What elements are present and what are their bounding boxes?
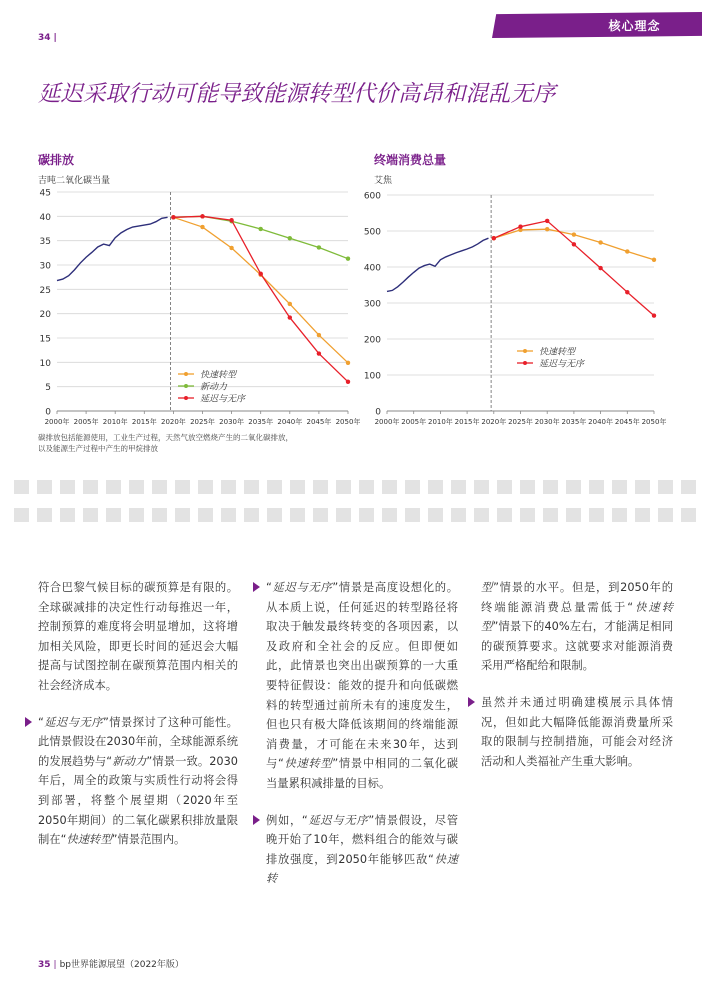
y-tick-label: 200 bbox=[363, 335, 381, 346]
scenario-name: 延迟与无序 bbox=[43, 715, 103, 729]
y-tick-label: 15 bbox=[39, 334, 51, 345]
decorative-square bbox=[520, 480, 535, 494]
y-tick-label: 400 bbox=[363, 263, 381, 274]
decorative-square bbox=[428, 480, 443, 494]
scenario-name: 新动力 bbox=[112, 754, 147, 768]
decorative-square bbox=[60, 508, 75, 522]
series-point-delayed bbox=[519, 225, 523, 229]
bullet-paragraph bbox=[266, 811, 458, 889]
scenario-name: 快速转型 bbox=[283, 757, 333, 771]
decorative-square bbox=[405, 508, 420, 522]
series-point-delayed bbox=[599, 266, 603, 270]
x-tick-label: 2010年 bbox=[427, 418, 453, 426]
y-tick-label: 40 bbox=[39, 212, 51, 223]
decorative-square bbox=[520, 508, 535, 522]
y-tick-label: 20 bbox=[39, 310, 51, 321]
decorative-square bbox=[451, 480, 466, 494]
series-point-delayed bbox=[171, 215, 175, 219]
decorative-square bbox=[290, 480, 305, 494]
x-tick-label: 2030年 bbox=[534, 418, 560, 426]
series-point-delayed bbox=[288, 316, 292, 320]
y-tick-label: 25 bbox=[39, 285, 51, 296]
decorative-square bbox=[382, 480, 397, 494]
decorative-square bbox=[658, 508, 673, 522]
text-run: ”情景的水平。但是，到2050年的终端能源消费总量需低于“ bbox=[481, 581, 673, 614]
decorative-square bbox=[635, 480, 650, 494]
decorative-square bbox=[83, 480, 98, 494]
chart1-ylabel: 吉吨二氧化碳当量 bbox=[38, 176, 111, 186]
legend-label: 延迟与无序 bbox=[539, 359, 585, 370]
text-run: ”情景中相同的二氧化碳当量累积减排量的目标。 bbox=[266, 757, 458, 790]
series-point-delayed bbox=[572, 242, 576, 246]
bullet-icon bbox=[253, 582, 260, 592]
series-point-delayed bbox=[652, 314, 656, 318]
paragraph: 符合巴黎气候目标的碳预算是有限的。全球碳减排的决定性行动每推迟一年，控制预算的难度将会明显增加，这将增加相关风险，即更长时间的延迟会大幅提高与试图控制在碳预算范围内相关的社会经济成本。 bbox=[38, 581, 238, 692]
series-point-net_zero bbox=[317, 245, 321, 249]
x-tick-label: 2010年 bbox=[102, 418, 128, 426]
series-point-delayed bbox=[346, 380, 350, 384]
series-line-net_zero bbox=[173, 216, 348, 258]
x-tick-label: 2045年 bbox=[306, 418, 332, 426]
series-point-rapid bbox=[572, 233, 576, 237]
chart2-ylabel: 艾焦 bbox=[374, 176, 393, 186]
decorative-square bbox=[290, 508, 305, 522]
text-run: ”情景一致。2030年后，周全的政策与实质性行动将会得到部署，将整个展望期（2020年至2050年期间）的二氧化碳累积排放量限制在“ bbox=[38, 754, 238, 847]
legend-label: 快速转型 bbox=[539, 347, 576, 358]
bullet-paragraph bbox=[266, 578, 458, 794]
legend-marker bbox=[184, 372, 188, 376]
y-tick-label: 0 bbox=[375, 407, 381, 418]
series-line-delayed bbox=[173, 216, 348, 381]
scenario-name: 延迟与无序 bbox=[307, 813, 369, 827]
y-tick-label: 10 bbox=[39, 358, 51, 369]
series-point-rapid bbox=[625, 250, 629, 254]
series-point-rapid bbox=[652, 258, 656, 262]
decorative-square bbox=[428, 508, 443, 522]
chart-footnote bbox=[38, 432, 293, 454]
series-point-delayed bbox=[230, 218, 234, 222]
page-number: 35 bbox=[38, 960, 51, 970]
x-tick-label: 2025年 bbox=[508, 418, 533, 426]
series-point-rapid bbox=[317, 333, 321, 337]
emissions-chart bbox=[30, 182, 360, 432]
y-tick-label: 100 bbox=[363, 371, 381, 382]
y-tick-label: 35 bbox=[39, 237, 51, 248]
decorative-square bbox=[267, 508, 282, 522]
decorative-square bbox=[474, 480, 489, 494]
chart2-title: 终端消费总量 bbox=[374, 153, 447, 167]
decorative-square bbox=[566, 480, 581, 494]
decorative-square bbox=[543, 480, 558, 494]
scenario-name: 型 bbox=[481, 581, 494, 594]
page-number-top: 34 | bbox=[38, 33, 57, 43]
decorative-square bbox=[543, 508, 558, 522]
x-tick-label: 2035年 bbox=[248, 418, 274, 426]
decorative-square bbox=[612, 508, 627, 522]
x-tick-label: 2035年 bbox=[561, 418, 587, 426]
x-tick-label: 2015年 bbox=[454, 418, 480, 426]
x-tick-label: 2030年 bbox=[219, 418, 245, 426]
text-run: ”情景范围内。 bbox=[111, 833, 186, 847]
decorative-square bbox=[612, 480, 627, 494]
text-run: “ bbox=[266, 581, 272, 594]
page-footer: 35 | bp世界能源展望（2022年版） bbox=[38, 960, 184, 970]
final-consumption-chart bbox=[362, 182, 682, 432]
bullet-paragraph bbox=[481, 693, 673, 771]
series-point-delayed bbox=[625, 290, 629, 294]
x-tick-label: 2000年 bbox=[374, 418, 400, 426]
x-tick-label: 2040年 bbox=[277, 418, 303, 426]
decorative-square bbox=[175, 508, 190, 522]
decorative-square bbox=[14, 480, 29, 494]
decorative-square bbox=[359, 480, 374, 494]
text-run: ”情景下的40%左右，才能满足相同的碳预算要求。这就要求对能源消费采用严格配给和限制。 bbox=[481, 620, 673, 673]
decorative-square bbox=[106, 508, 121, 522]
legend-label: 延迟与无序 bbox=[200, 394, 246, 405]
decorative-square bbox=[566, 508, 581, 522]
paragraph bbox=[481, 578, 673, 676]
decorative-squares bbox=[14, 480, 696, 494]
bullet-icon bbox=[468, 697, 475, 707]
decorative-square bbox=[658, 480, 673, 494]
x-tick-label: 2040年 bbox=[588, 418, 614, 426]
page-title: 延迟采取行动可能导致能源转型代价高昂和混乱无序 bbox=[38, 81, 556, 107]
publication-title: bp世界能源展望（2022年版） bbox=[59, 960, 184, 970]
decorative-square bbox=[497, 480, 512, 494]
text-run: ”情景是高度设想化的。从本质上说，任何延迟的转型路径将取决于触发最终转变的各项因素，以及政府和全社会的反应。但即便如此，此情景也突出出碳预算的一大重要特征假设：能效的提升和向低碳燃料的转型通过前所未有的速度发生，但也只有极大降低该期间的终端能源消费量，才可能在未来30年，达到与“ bbox=[266, 581, 458, 771]
x-tick-label: 2045年 bbox=[614, 418, 640, 426]
decorative-square bbox=[336, 480, 351, 494]
bullet-icon bbox=[253, 815, 260, 825]
decorative-square bbox=[221, 480, 236, 494]
series-point-rapid bbox=[346, 361, 350, 365]
chart1-title: 碳排放 bbox=[38, 153, 75, 167]
decorative-square bbox=[589, 480, 604, 494]
footnote-line: 以及能源生产过程中产生的甲烷排放 bbox=[38, 444, 158, 453]
decorative-square bbox=[175, 480, 190, 494]
text-run: 例如，“ bbox=[266, 813, 308, 827]
decorative-square bbox=[14, 508, 29, 522]
bullet-icon bbox=[25, 717, 32, 727]
x-tick-label: 2025年 bbox=[190, 418, 215, 426]
x-tick-label: 2050年 bbox=[641, 418, 667, 426]
x-tick-label: 2015年 bbox=[131, 418, 157, 426]
decorative-square bbox=[589, 508, 604, 522]
legend-marker bbox=[184, 396, 188, 400]
scenario-name: 延迟与无序 bbox=[271, 581, 333, 594]
y-tick-label: 300 bbox=[363, 299, 381, 310]
x-tick-label: 2020年 bbox=[481, 418, 507, 426]
history-series-line bbox=[387, 238, 488, 291]
series-point-delayed bbox=[545, 219, 549, 223]
legend-label: 快速转型 bbox=[200, 370, 237, 381]
x-tick-label: 2000年 bbox=[44, 418, 70, 426]
text-run: ”情景假设，尽管晚开始了10年，燃料组合的能效与碳排放强度，到2050年能够匹敌“ bbox=[266, 813, 458, 866]
decorative-square bbox=[451, 508, 466, 522]
y-tick-label: 0 bbox=[45, 407, 51, 418]
text-run: “ bbox=[38, 715, 44, 729]
decorative-square bbox=[313, 480, 328, 494]
decorative-square bbox=[267, 480, 282, 494]
decorative-square bbox=[681, 508, 696, 522]
x-tick-label: 2005年 bbox=[73, 418, 99, 426]
decorative-square bbox=[60, 480, 75, 494]
series-point-delayed bbox=[492, 236, 496, 240]
section-label: 核心理念 bbox=[608, 19, 661, 33]
legend-marker bbox=[184, 384, 188, 388]
decorative-square bbox=[129, 508, 144, 522]
series-point-rapid bbox=[288, 302, 292, 306]
series-point-net_zero bbox=[288, 236, 292, 240]
scenario-name: 快速转型 bbox=[66, 833, 112, 847]
series-point-rapid bbox=[230, 246, 234, 250]
decorative-square bbox=[405, 480, 420, 494]
decorative-square bbox=[244, 508, 259, 522]
series-point-delayed bbox=[317, 352, 321, 356]
scenario-name: 快速转型 bbox=[481, 600, 673, 634]
bullet-paragraph bbox=[38, 713, 238, 850]
scenario-name: 快速转 bbox=[266, 852, 458, 886]
x-tick-label: 2005年 bbox=[401, 418, 427, 426]
y-tick-label: 600 bbox=[363, 191, 381, 202]
series-point-rapid bbox=[599, 241, 603, 245]
text-run: 虽然并未通过明确建模展示具体情况，但如此大幅降低能源消费量所采取的限制与控制措施，可能会对经济活动和人类福祉产生重大影响。 bbox=[481, 695, 673, 768]
x-tick-label: 2050年 bbox=[335, 418, 360, 426]
y-tick-label: 5 bbox=[45, 383, 51, 394]
footnote-line: 碳排放包括能源使用，工业生产过程，天然气放空燃烧产生的二氧化碳排放， bbox=[38, 433, 293, 442]
y-tick-label: 500 bbox=[363, 227, 381, 238]
decorative-square bbox=[635, 508, 650, 522]
decorative-square bbox=[152, 480, 167, 494]
text-column-2 bbox=[266, 578, 458, 906]
decorative-square bbox=[198, 480, 213, 494]
decorative-square bbox=[129, 480, 144, 494]
series-point-rapid bbox=[545, 227, 549, 231]
decorative-square bbox=[336, 508, 351, 522]
series-point-delayed bbox=[259, 272, 263, 276]
decorative-square bbox=[497, 508, 512, 522]
text-column-1 bbox=[38, 578, 238, 867]
series-point-rapid bbox=[201, 225, 205, 229]
legend-label: 新动力 bbox=[200, 382, 228, 393]
series-line-rapid bbox=[173, 217, 348, 363]
decorative-square bbox=[244, 480, 259, 494]
decorative-square bbox=[198, 508, 213, 522]
legend-marker bbox=[523, 361, 527, 365]
y-tick-label: 45 bbox=[39, 188, 51, 199]
series-point-net_zero bbox=[259, 227, 263, 231]
decorative-square bbox=[106, 480, 121, 494]
x-tick-label: 2020年 bbox=[160, 418, 186, 426]
decorative-square bbox=[83, 508, 98, 522]
legend-marker bbox=[523, 349, 527, 353]
series-point-net_zero bbox=[346, 257, 350, 261]
text-column-3 bbox=[481, 578, 673, 788]
series-point-delayed bbox=[201, 214, 205, 218]
decorative-square bbox=[152, 508, 167, 522]
decorative-square bbox=[681, 480, 696, 494]
decorative-squares bbox=[14, 508, 696, 522]
decorative-square bbox=[474, 508, 489, 522]
y-tick-label: 30 bbox=[39, 261, 51, 272]
decorative-square bbox=[313, 508, 328, 522]
decorative-square bbox=[382, 508, 397, 522]
decorative-square bbox=[37, 508, 52, 522]
decorative-square bbox=[359, 508, 374, 522]
decorative-square bbox=[37, 480, 52, 494]
text-run: ”情景探讨了这种可能性。此情景假设在2030年前，全球能源系统的发展趋势与“ bbox=[38, 715, 238, 768]
history-series-line bbox=[57, 217, 168, 280]
decorative-square bbox=[221, 508, 236, 522]
